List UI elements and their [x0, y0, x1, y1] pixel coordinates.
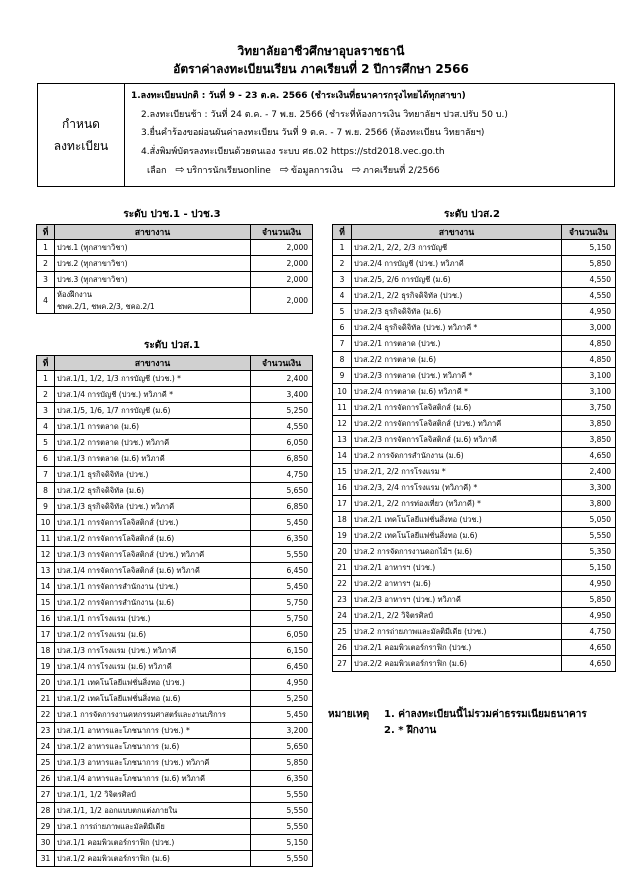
amount: 5,050: [562, 512, 616, 528]
row-number: 19: [333, 528, 352, 544]
amount: 6,350: [251, 531, 313, 547]
table-row: [333, 624, 616, 640]
row-number: 4: [333, 288, 352, 304]
table-row: [333, 400, 616, 416]
amount: 6,450: [251, 659, 313, 675]
col-header-field: สาขางาน: [55, 356, 251, 371]
hvc2-title: ระดับ ปวส.2: [444, 209, 500, 220]
field-name: ปวส.1/1, 1/2 วิจิตรศิลป์: [55, 787, 251, 803]
amount: 3,850: [562, 432, 616, 448]
amount: 4,850: [562, 352, 616, 368]
field-name: ปวส.1/5, 1/6, 1/7 การบัญชี (ม.6): [55, 403, 251, 419]
table-row: [37, 771, 313, 787]
schedule-line-4: 4.สั่งพิมพ์บัตรลงทะเบียนด้วยตนเอง ระบบ ศธ.02 https://std2018.vec.go.th: [141, 146, 445, 157]
amount: 2,000: [251, 288, 313, 314]
field-name: ปวส.1/1 การโรงแรม (ปวช.): [55, 611, 251, 627]
field-name: ปวส.1/4 การจัดการโลจิสติกส์ (ม.6) ทวิภาคี: [55, 563, 251, 579]
row-number: 2: [37, 256, 55, 272]
table-row: [333, 240, 616, 256]
field-name: ปวส.1/1 เทคโนโลยีแฟชั่นสิ่งทอ (ปวช.): [55, 675, 251, 691]
field-name: ปวส.2 การจัดการงานดอกไม้ฯ (ม.6): [352, 544, 562, 560]
amount: 5,550: [251, 851, 313, 867]
table-row: [37, 435, 313, 451]
row-number: 9: [37, 499, 55, 515]
table-row: [37, 819, 313, 835]
schedule-label: [38, 84, 125, 186]
row-number: 11: [333, 400, 352, 416]
amount: 3,300: [562, 480, 616, 496]
table-row: [37, 835, 313, 851]
row-number: 4: [37, 419, 55, 435]
table-row: [37, 499, 313, 515]
table-row: [37, 387, 313, 403]
table-row: [37, 403, 313, 419]
row-number: 1: [37, 371, 55, 387]
table-row: [37, 240, 313, 256]
schedule-details: [125, 84, 614, 186]
college-name: วิทยาลัยอาชีวศึกษาอุบลราชธานี: [237, 44, 405, 58]
table-row: [333, 352, 616, 368]
remark-1: 1. ค่าลงทะเบียนนี้ไม่รวมค่าธรรมเนียมธนาคาร: [384, 709, 587, 720]
amount: 2,400: [251, 371, 313, 387]
field-name: ปวช.3 (ทุกสาขาวิชา): [55, 272, 251, 288]
field-name: ปวส.1/1 อาหารและโภชนาการ (ปวช.) *: [55, 723, 251, 739]
field-name: [55, 288, 251, 314]
field-name: ปวส.1/2 การตลาด (ปวช.) ทวิภาคี: [55, 435, 251, 451]
table-row: [333, 496, 616, 512]
amount: 4,750: [251, 467, 313, 483]
field-name: ปวส.2/2 อาหารฯ (ม.6): [352, 576, 562, 592]
row-number: 2: [333, 256, 352, 272]
arrow-right-icon: ⇨: [351, 163, 361, 176]
field-name: ปวส.2/4 การตลาด (ม.6) ทวิภาคี *: [352, 384, 562, 400]
amount: 5,150: [562, 560, 616, 576]
row-number: 20: [333, 544, 352, 560]
menu-item-student-service: บริการนักเรียนonline: [186, 166, 271, 176]
field-name: ปวส.2/4 ธุรกิจดิจิทัล (ปวช.) ทวิภาคี *: [352, 320, 562, 336]
hvc1-table: [36, 355, 313, 867]
field-name: ปวส.2/2 เทคโนโลยีแฟชั่นสิ่งทอ (ม.6): [352, 528, 562, 544]
amount: 5,250: [251, 403, 313, 419]
field-name: ปวส.1/1, 1/2 ออกแบบตกแต่งภายใน: [55, 803, 251, 819]
table-row: [333, 592, 616, 608]
amount: 6,350: [251, 771, 313, 787]
field-name: ปวส.2/1, 2/2, 2/3 การบัญชี: [352, 240, 562, 256]
field-name: ปวส.1/2 อาหารและโภชนาการ (ม.6): [55, 739, 251, 755]
row-number: 10: [37, 515, 55, 531]
menu-item-semester: ภาคเรียนที่ 2/2566: [362, 166, 440, 176]
amount: 5,550: [562, 528, 616, 544]
row-number: 1: [37, 240, 55, 256]
table-row: [37, 579, 313, 595]
page-title: อัตราค่าลงทะเบียนเรียน ภาคเรียนที่ 2 ปีการศึกษา 2566: [173, 62, 469, 76]
amount: 2,400: [562, 464, 616, 480]
field-name-sub: ชพค.2/1, ชพค.2/3, ชคอ.2/1: [57, 301, 155, 311]
row-number: 11: [37, 531, 55, 547]
field-name: ปวส.2/1 การตลาด (ปวช.): [352, 336, 562, 352]
schedule-label-line2: ลงทะเบียน: [53, 139, 109, 153]
table-row: [37, 547, 313, 563]
field-name: ปวส.1/1 ธุรกิจดิจิทัล (ปวช.): [55, 467, 251, 483]
amount: 3,000: [562, 320, 616, 336]
field-name: ปวส.1/2 การโรงแรม (ม.6): [55, 627, 251, 643]
menu-prefix: เลือก: [147, 166, 167, 176]
amount: 3,750: [562, 400, 616, 416]
row-number: 9: [333, 368, 352, 384]
table-row: [333, 320, 616, 336]
table-row: [37, 659, 313, 675]
row-number: 20: [37, 675, 55, 691]
row-number: 3: [37, 403, 55, 419]
table-row: [333, 384, 616, 400]
row-number: 26: [37, 771, 55, 787]
field-name: ปวช.1 (ทุกสาขาวิชา): [55, 240, 251, 256]
table-row: [333, 464, 616, 480]
menu-path: [131, 161, 614, 181]
table-row: [333, 512, 616, 528]
amount: 6,150: [251, 643, 313, 659]
table-row: [37, 256, 313, 272]
row-number: 15: [333, 464, 352, 480]
amount: 4,650: [562, 448, 616, 464]
amount: 3,100: [562, 384, 616, 400]
amount: 3,850: [562, 416, 616, 432]
arrow-right-icon: ⇨: [175, 163, 185, 176]
row-number: 22: [333, 576, 352, 592]
row-number: 21: [37, 691, 55, 707]
row-number: 19: [37, 659, 55, 675]
row-number: 7: [37, 467, 55, 483]
amount: 5,550: [251, 803, 313, 819]
amount: 6,850: [251, 451, 313, 467]
table-row: [37, 691, 313, 707]
amount: 3,800: [562, 496, 616, 512]
table-row: [37, 371, 313, 387]
amount: 4,950: [562, 576, 616, 592]
amount: 5,350: [562, 544, 616, 560]
amount: 6,050: [251, 627, 313, 643]
row-number: 27: [37, 787, 55, 803]
table-row: [37, 563, 313, 579]
field-name: ปวส.2/4 การบัญชี (ปวช.) ทวิภาคี: [352, 256, 562, 272]
field-name: ปวส.2/3 การตลาด (ปวช.) ทวิภาคี *: [352, 368, 562, 384]
field-name: ปวส.1/2 คอมพิวเตอร์กราฟิก (ม.6): [55, 851, 251, 867]
amount: 4,550: [562, 288, 616, 304]
table-row: [37, 643, 313, 659]
table-row: [333, 544, 616, 560]
field-name: ปวส.2 การจัดการสำนักงาน (ม.6): [352, 448, 562, 464]
col-header-field: สาขางาน: [55, 225, 251, 240]
row-number: 17: [37, 627, 55, 643]
field-name: ปวส.2/1 คอมพิวเตอร์กราฟิก (ปวช.): [352, 640, 562, 656]
field-name: ปวส.1/1 คอมพิวเตอร์กราฟิก (ปวช.): [55, 835, 251, 851]
field-name: ปวส.2/3 อาหารฯ (ปวช.) ทวิภาคี: [352, 592, 562, 608]
field-name: ปวส.1/1 การจัดการสำนักงาน (ปวช.): [55, 579, 251, 595]
table-row: [333, 288, 616, 304]
table-row: [37, 851, 313, 867]
remarks: [328, 707, 587, 739]
amount: 4,650: [562, 640, 616, 656]
field-name: ปวส.1/3 การโรงแรม (ปวช.) ทวิภาคี: [55, 643, 251, 659]
field-name: ปวส.1/1 การจัดการโลจิสติกส์ (ปวช.): [55, 515, 251, 531]
col-header-no: ที่: [333, 225, 352, 240]
row-number: 16: [333, 480, 352, 496]
field-name: ปวส.2/5, 2/6 การบัญชี (ม.6): [352, 272, 562, 288]
field-name: ปวส.1/4 การโรงแรม (ม.6) ทวิภาคี: [55, 659, 251, 675]
row-number: 25: [37, 755, 55, 771]
menu-item-finance: ข้อมูลการเงิน: [290, 166, 343, 176]
remark-2: 2. * ฝึกงาน: [384, 725, 437, 736]
field-name: ปวส.2/2 การจัดการโลจิสติกส์ (ปวช.) ทวิภาคี: [352, 416, 562, 432]
table-row: [37, 675, 313, 691]
row-number: 22: [37, 707, 55, 723]
field-name: ปวส.2/1, 2/2 การท่องเที่ยว (ทวิภาคี) *: [352, 496, 562, 512]
field-name: ปวส.1/2 การจัดการสำนักงาน (ม.6): [55, 595, 251, 611]
field-name: ปวส.2 การถ่ายภาพและมัลติมีเดีย (ปวช.): [352, 624, 562, 640]
col-header-amount: จำนวนเงิน: [562, 225, 616, 240]
col-header-no: ที่: [37, 225, 55, 240]
field-name: ปวส.2/1, 2/2 วิจิตรศิลป์: [352, 608, 562, 624]
table-row: [37, 272, 313, 288]
amount: 5,850: [562, 592, 616, 608]
field-name: ปวส.2/1 อาหารฯ (ปวช.): [352, 560, 562, 576]
schedule-line-2: 2.ลงทะเบียนช้า : วันที่ 24 ต.ค. - 7 พ.ย. 2566 (ชำระที่ห้องการเงิน วิทยาลัยฯ ปวส.ปรับ 50 บ.): [141, 109, 508, 120]
amount: 5,850: [251, 755, 313, 771]
amount: 6,050: [251, 435, 313, 451]
row-number: 24: [37, 739, 55, 755]
table-row: [37, 739, 313, 755]
voc-cert-title: ระดับ ปวช.1 - ปวช.3: [123, 209, 221, 220]
row-number: 3: [333, 272, 352, 288]
amount: 4,550: [562, 272, 616, 288]
amount: 4,950: [562, 304, 616, 320]
field-name: ปวส.1 การถ่ายภาพและมัลติมีเดีย: [55, 819, 251, 835]
field-name: ปวส.1/1, 1/2, 1/3 การบัญชี (ปวช.) *: [55, 371, 251, 387]
field-name: ปวส.1/3 ธุรกิจดิจิทัล (ปวช.) ทวิภาคี: [55, 499, 251, 515]
col-header-amount: จำนวนเงิน: [251, 225, 313, 240]
table-row: [37, 531, 313, 547]
row-number: 23: [37, 723, 55, 739]
row-number: 7: [333, 336, 352, 352]
field-name: ปวส.2/2 การตลาด (ม.6): [352, 352, 562, 368]
field-name: ปวช.2 (ทุกสาขาวิชา): [55, 256, 251, 272]
table-row: [333, 480, 616, 496]
amount: 5,550: [251, 547, 313, 563]
col-header-no: ที่: [37, 356, 55, 371]
row-number: 15: [37, 595, 55, 611]
field-name-main: ห้องฝึกงาน: [57, 289, 93, 299]
amount: 3,400: [251, 387, 313, 403]
table-row: [37, 803, 313, 819]
field-name: ปวส.1/3 อาหารและโภชนาการ (ปวช.) ทวิภาคี: [55, 755, 251, 771]
row-number: 5: [333, 304, 352, 320]
table-row: [37, 595, 313, 611]
table-row: [333, 272, 616, 288]
amount: 4,850: [562, 336, 616, 352]
row-number: 5: [37, 435, 55, 451]
field-name: ปวส.1 การจัดการงานคหกรรมศาสตร์และงานบริการ: [55, 707, 251, 723]
row-number: 6: [333, 320, 352, 336]
amount: 5,550: [251, 787, 313, 803]
amount: 5,750: [251, 595, 313, 611]
amount: 6,850: [251, 499, 313, 515]
field-name: ปวส.2/1 การจัดการโลจิสติกส์ (ม.6): [352, 400, 562, 416]
table-row: [333, 640, 616, 656]
field-name: ปวส.2/2 คอมพิวเตอร์กราฟิก (ม.6): [352, 656, 562, 672]
amount: 5,650: [251, 739, 313, 755]
schedule-line-1: 1.ลงทะเบียนปกติ : วันที่ 9 - 23 ต.ค. 2566 (ชำระเงินที่ธนาคารกรุงไทยได้ทุกสาขา): [131, 91, 466, 101]
amount: 4,950: [562, 608, 616, 624]
field-name: ปวส.2/1, 2/2 ธุรกิจดิจิทัล (ปวช.): [352, 288, 562, 304]
row-number: 18: [37, 643, 55, 659]
row-number: 13: [37, 563, 55, 579]
row-number: 17: [333, 496, 352, 512]
row-number: 12: [37, 547, 55, 563]
row-number: 4: [37, 288, 55, 314]
row-number: 12: [333, 416, 352, 432]
field-name: ปวส.2/3 ธุรกิจดิจิทัล (ม.6): [352, 304, 562, 320]
table-row: [333, 608, 616, 624]
table-row: [333, 656, 616, 672]
remarks-label: หมายเหตุ: [328, 709, 370, 720]
field-name: ปวส.1/1 การตลาด (ม.6): [55, 419, 251, 435]
row-number: 31: [37, 851, 55, 867]
field-name: ปวส.2/1, 2/2 การโรงแรม *: [352, 464, 562, 480]
field-name: ปวส.1/3 การตลาด (ม.6) ทวิภาคี: [55, 451, 251, 467]
row-number: 23: [333, 592, 352, 608]
field-name: ปวส.1/2 ธุรกิจดิจิทัล (ม.6): [55, 483, 251, 499]
amount: 5,150: [562, 240, 616, 256]
schedule-line-3: 3.ยื่นคำร้องขอผ่อนผันค่าลงทะเบียน วันที่ 9 ต.ค. - 7 พ.ย. 2566 (ห้องทะเบียน วิทยาลัยฯ): [141, 128, 485, 138]
table-row: [333, 416, 616, 432]
row-number: 28: [37, 803, 55, 819]
table-row: [37, 611, 313, 627]
amount: 6,450: [251, 563, 313, 579]
amount: 5,750: [251, 611, 313, 627]
row-number: 16: [37, 611, 55, 627]
table-row: [333, 368, 616, 384]
amount: 5,650: [251, 483, 313, 499]
table-row: [37, 515, 313, 531]
field-name: ปวส.1/4 การบัญชี (ปวช.) ทวิภาคี *: [55, 387, 251, 403]
row-number: 2: [37, 387, 55, 403]
field-name: ปวส.1/4 อาหารและโภชนาการ (ม.6) ทวิภาคี: [55, 771, 251, 787]
row-number: 26: [333, 640, 352, 656]
amount: 4,950: [251, 675, 313, 691]
row-number: 24: [333, 608, 352, 624]
amount: 2,000: [251, 272, 313, 288]
field-name: ปวส.2/3 การจัดการโลจิสติกส์ (ม.6) ทวิภาคี: [352, 432, 562, 448]
row-number: 8: [37, 483, 55, 499]
field-name: ปวส.2/3, 2/4 การโรงแรม (ทวิภาคี) *: [352, 480, 562, 496]
field-name: ปวส.1/2 เทคโนโลยีแฟชั่นสิ่งทอ (ม.6): [55, 691, 251, 707]
table-row: [333, 432, 616, 448]
row-number: 8: [333, 352, 352, 368]
amount: 5,150: [251, 835, 313, 851]
field-name: ปวส.1/2 การจัดการโลจิสติกส์ (ม.6): [55, 531, 251, 547]
col-header-field: สาขางาน: [352, 225, 562, 240]
amount: 5,550: [251, 819, 313, 835]
table-row: [37, 787, 313, 803]
col-header-amount: จำนวนเงิน: [251, 356, 313, 371]
row-number: 14: [37, 579, 55, 595]
table-row: [333, 336, 616, 352]
field-name: ปวส.2/1 เทคโนโลยีแฟชั่นสิ่งทอ (ปวช.): [352, 512, 562, 528]
amount: 4,550: [251, 419, 313, 435]
schedule-label-line1: กำหนด: [62, 117, 100, 131]
row-number: 30: [37, 835, 55, 851]
table-row: [37, 451, 313, 467]
row-number: 27: [333, 656, 352, 672]
voc-cert-table: [36, 224, 313, 314]
registration-schedule-box: [37, 83, 615, 187]
amount: 4,650: [562, 656, 616, 672]
table-row: [37, 723, 313, 739]
row-number: 25: [333, 624, 352, 640]
row-number: 18: [333, 512, 352, 528]
amount: 3,200: [251, 723, 313, 739]
amount: 5,450: [251, 515, 313, 531]
hvc2-table: [332, 224, 616, 672]
row-number: 10: [333, 384, 352, 400]
table-row: [37, 483, 313, 499]
table-row: [333, 528, 616, 544]
amount: 4,750: [562, 624, 616, 640]
row-number: 14: [333, 448, 352, 464]
table-row: [37, 288, 313, 314]
table-row: [37, 755, 313, 771]
amount: 5,450: [251, 707, 313, 723]
row-number: 1: [333, 240, 352, 256]
amount: 3,100: [562, 368, 616, 384]
arrow-right-icon: ⇨: [279, 163, 289, 176]
table-row: [37, 707, 313, 723]
hvc1-title: ระดับ ปวส.1: [144, 340, 200, 351]
table-row: [333, 304, 616, 320]
amount: 5,450: [251, 579, 313, 595]
field-name: ปวส.1/3 การจัดการโลจิสติกส์ (ปวช.) ทวิภาคี: [55, 547, 251, 563]
row-number: 29: [37, 819, 55, 835]
table-row: [333, 256, 616, 272]
table-row: [333, 560, 616, 576]
row-number: 13: [333, 432, 352, 448]
table-row: [333, 576, 616, 592]
amount: 5,850: [562, 256, 616, 272]
row-number: 21: [333, 560, 352, 576]
amount: 2,000: [251, 256, 313, 272]
amount: 5,250: [251, 691, 313, 707]
amount: 2,000: [251, 240, 313, 256]
row-number: 3: [37, 272, 55, 288]
table-row: [37, 419, 313, 435]
row-number: 6: [37, 451, 55, 467]
table-row: [333, 448, 616, 464]
table-row: [37, 627, 313, 643]
table-row: [37, 467, 313, 483]
